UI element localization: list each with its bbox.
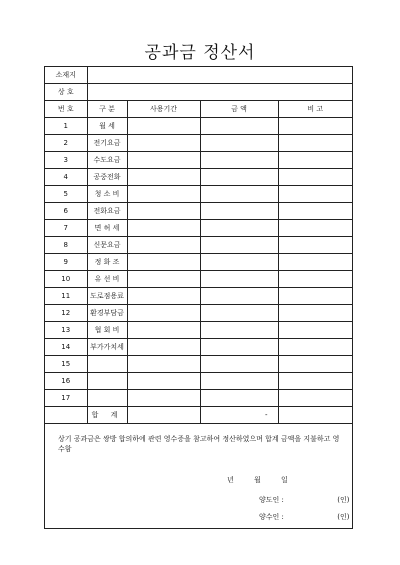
row-period-cell[interactable] bbox=[127, 356, 200, 373]
row-period-cell[interactable] bbox=[127, 118, 200, 135]
row-number: 3 bbox=[45, 152, 87, 169]
date-month-label: 월 bbox=[254, 476, 261, 484]
row-amount-cell[interactable] bbox=[200, 254, 278, 271]
total-remarks-cell[interactable] bbox=[278, 407, 352, 424]
row-remarks-cell[interactable] bbox=[278, 203, 352, 220]
table-row bbox=[45, 152, 352, 169]
row-remarks-cell[interactable] bbox=[278, 322, 352, 339]
row-number: 16 bbox=[45, 373, 87, 390]
row-amount-cell[interactable] bbox=[200, 373, 278, 390]
row-category: 월 세 bbox=[87, 118, 127, 135]
date-line bbox=[227, 475, 288, 485]
row-category: 협 회 비 bbox=[87, 322, 127, 339]
row-amount-cell[interactable] bbox=[200, 152, 278, 169]
row-period-cell[interactable] bbox=[127, 339, 200, 356]
row-number: 6 bbox=[45, 203, 87, 220]
row-category: 부가가치세 bbox=[87, 339, 127, 356]
row-category: 환경부담금 bbox=[87, 305, 127, 322]
row-number: 8 bbox=[45, 237, 87, 254]
row-remarks-cell[interactable] bbox=[278, 339, 352, 356]
row-amount-cell[interactable] bbox=[200, 169, 278, 186]
date-day-label: 일 bbox=[281, 476, 288, 484]
row-period-cell[interactable] bbox=[127, 322, 200, 339]
row-amount-cell[interactable] bbox=[200, 203, 278, 220]
document-title: 공과금 정산서 bbox=[144, 43, 256, 63]
table-row bbox=[45, 271, 352, 288]
row-number: 9 bbox=[45, 254, 87, 271]
header-remarks: 비 고 bbox=[278, 101, 352, 118]
row-period-cell[interactable] bbox=[127, 220, 200, 237]
row-period-cell[interactable] bbox=[127, 186, 200, 203]
row-category: 도로점용료 bbox=[87, 288, 127, 305]
table-row bbox=[45, 254, 352, 271]
transferee-signature bbox=[259, 512, 349, 522]
row-number: 2 bbox=[45, 135, 87, 152]
table-row bbox=[45, 339, 352, 356]
row-number: 12 bbox=[45, 305, 87, 322]
row-amount-cell[interactable] bbox=[200, 271, 278, 288]
header-number: 번 호 bbox=[45, 101, 87, 118]
row-category: 청 소 비 bbox=[87, 186, 127, 203]
row-number: 7 bbox=[45, 220, 87, 237]
row-number: 4 bbox=[45, 169, 87, 186]
table-row bbox=[45, 135, 352, 152]
address-label: 소재지 bbox=[45, 67, 87, 84]
row-remarks-cell[interactable] bbox=[278, 305, 352, 322]
row-period-cell[interactable] bbox=[127, 135, 200, 152]
row-category: 유 선 비 bbox=[87, 271, 127, 288]
address-field[interactable] bbox=[87, 67, 352, 84]
row-remarks-cell[interactable] bbox=[278, 220, 352, 237]
row-period-cell[interactable] bbox=[127, 254, 200, 271]
row-category bbox=[87, 390, 127, 407]
row-remarks-cell[interactable] bbox=[278, 186, 352, 203]
transferor-signature bbox=[259, 495, 349, 505]
header-amount: 금 액 bbox=[200, 101, 278, 118]
row-amount-cell[interactable] bbox=[200, 339, 278, 356]
row-remarks-cell[interactable] bbox=[278, 373, 352, 390]
row-remarks-cell[interactable] bbox=[278, 169, 352, 186]
row-number: 15 bbox=[45, 356, 87, 373]
row-period-cell[interactable] bbox=[127, 271, 200, 288]
date-year-label: 년 bbox=[227, 476, 234, 484]
row-remarks-cell[interactable] bbox=[278, 152, 352, 169]
row-amount-cell[interactable] bbox=[200, 118, 278, 135]
row-remarks-cell[interactable] bbox=[278, 390, 352, 407]
total-amount[interactable]: - bbox=[200, 407, 278, 424]
row-number: 14 bbox=[45, 339, 87, 356]
transferee-seal: (인) bbox=[337, 513, 350, 521]
row-amount-cell[interactable] bbox=[200, 186, 278, 203]
row-category bbox=[87, 356, 127, 373]
row-amount-cell[interactable] bbox=[200, 237, 278, 254]
row-category: 신문요금 bbox=[87, 237, 127, 254]
row-number: 1 bbox=[45, 118, 87, 135]
total-row bbox=[45, 407, 352, 424]
row-number: 17 bbox=[45, 390, 87, 407]
table-row bbox=[45, 203, 352, 220]
row-category: 공중전화 bbox=[87, 169, 127, 186]
total-label: 합 계 bbox=[87, 407, 127, 424]
total-number-cell bbox=[45, 407, 87, 424]
row-period-cell[interactable] bbox=[127, 390, 200, 407]
table-row bbox=[45, 305, 352, 322]
table-row bbox=[45, 288, 352, 305]
row-period-cell[interactable] bbox=[127, 203, 200, 220]
address-row bbox=[45, 67, 352, 84]
table-row bbox=[45, 186, 352, 203]
row-amount-cell[interactable] bbox=[200, 390, 278, 407]
settlement-notice: 상기 공과금은 쌍방 합의하에 관련 영수증을 참고하여 정산하였으며 합계 금액을 지불하고 영수함 bbox=[58, 435, 340, 453]
row-period-cell[interactable] bbox=[127, 237, 200, 254]
table-row bbox=[45, 220, 352, 237]
row-remarks-cell[interactable] bbox=[278, 118, 352, 135]
transferor-seal: (인) bbox=[337, 496, 350, 504]
row-category: 정 화 조 bbox=[87, 254, 127, 271]
row-remarks-cell[interactable] bbox=[278, 237, 352, 254]
table-row bbox=[45, 237, 352, 254]
row-category: 면 허 세 bbox=[87, 220, 127, 237]
row-category: 전기요금 bbox=[87, 135, 127, 152]
business-name-label: 상 호 bbox=[45, 84, 87, 101]
header-category: 구 분 bbox=[87, 101, 127, 118]
row-remarks-cell[interactable] bbox=[278, 135, 352, 152]
row-remarks-cell[interactable] bbox=[278, 356, 352, 373]
total-period-cell bbox=[127, 407, 200, 424]
business-name-field[interactable] bbox=[87, 84, 352, 101]
row-period-cell[interactable] bbox=[127, 373, 200, 390]
settlement-table bbox=[45, 67, 352, 424]
row-period-cell[interactable] bbox=[127, 305, 200, 322]
header-period: 사용기간 bbox=[127, 101, 200, 118]
table-row bbox=[45, 373, 352, 390]
row-amount-cell[interactable] bbox=[200, 288, 278, 305]
row-category: 전화요금 bbox=[87, 203, 127, 220]
header-row bbox=[45, 101, 352, 118]
transferee-label: 양수인 : bbox=[259, 513, 284, 521]
row-period-cell[interactable] bbox=[127, 169, 200, 186]
settlement-form bbox=[44, 66, 353, 529]
table-row bbox=[45, 390, 352, 407]
row-category: 수도요금 bbox=[87, 152, 127, 169]
row-number: 10 bbox=[45, 271, 87, 288]
row-amount-cell[interactable] bbox=[200, 220, 278, 237]
table-row bbox=[45, 118, 352, 135]
row-remarks-cell[interactable] bbox=[278, 254, 352, 271]
row-amount-cell[interactable] bbox=[200, 356, 278, 373]
transferor-label: 양도인 : bbox=[259, 496, 284, 504]
table-row bbox=[45, 169, 352, 186]
business-name-row bbox=[45, 84, 352, 101]
row-amount-cell[interactable] bbox=[200, 322, 278, 339]
row-number: 13 bbox=[45, 322, 87, 339]
row-remarks-cell[interactable] bbox=[278, 271, 352, 288]
row-amount-cell[interactable] bbox=[200, 135, 278, 152]
row-number: 11 bbox=[45, 288, 87, 305]
table-row bbox=[45, 322, 352, 339]
row-category bbox=[87, 373, 127, 390]
row-period-cell[interactable] bbox=[127, 152, 200, 169]
table-row bbox=[45, 356, 352, 373]
row-amount-cell[interactable] bbox=[200, 305, 278, 322]
row-number: 5 bbox=[45, 186, 87, 203]
row-period-cell[interactable] bbox=[127, 288, 200, 305]
row-remarks-cell[interactable] bbox=[278, 288, 352, 305]
